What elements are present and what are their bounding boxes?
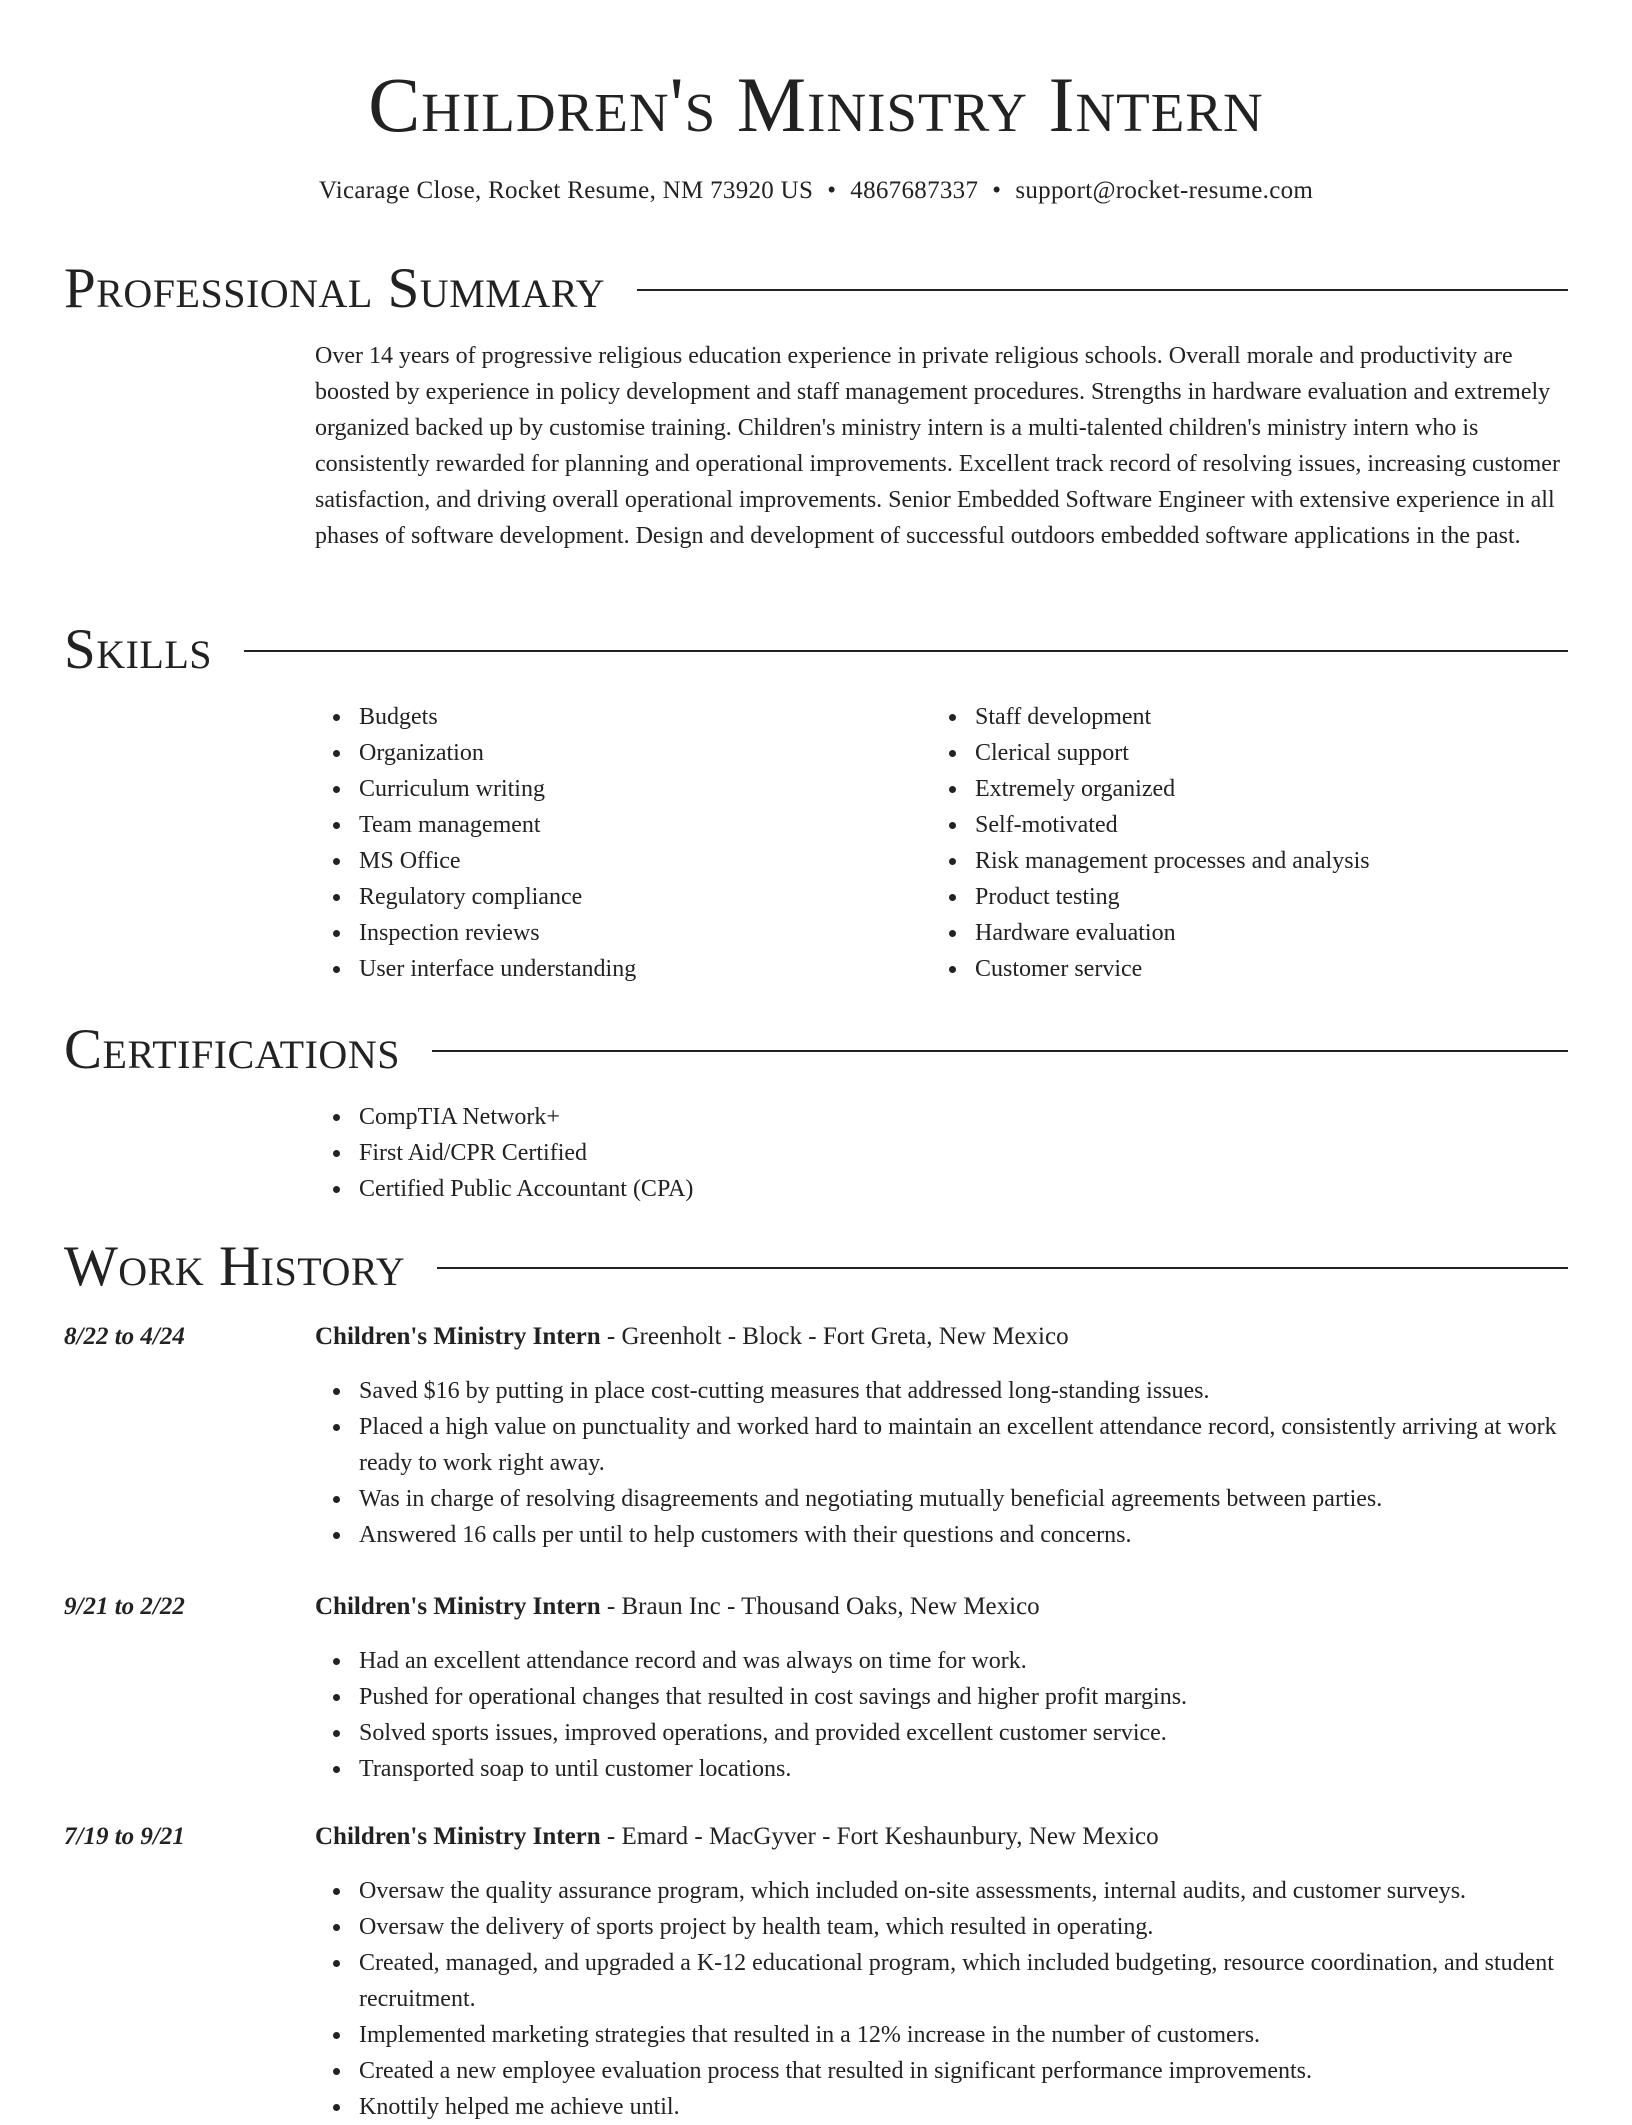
- contact-phone: 4867687337: [850, 177, 979, 204]
- job-header: [315, 1319, 1069, 1355]
- skill-item: Extremely organized: [975, 771, 1370, 807]
- summary-text: Over 14 years of progressive religious education experience in private religious schools. Overall morale and productivity are boosted by experience in policy development and staff management procedures. Strengths in hardware evaluation and extremely organized backed up by customise training. Children's ministry intern is a multi-talented children's ministry intern who is consistently rewarded for planning and operational improvements. Excellent track record of resolving issues, increasing customer satisfaction, and driving overall operational improvements. Senior Embedded Software Engineer with extensive experience in all phases of software development. Design and development of successful outdoors embedded software applications in the past.: [315, 343, 1560, 549]
- job-task-item: Knottily helped me achieve until.: [359, 2089, 1570, 2125]
- skill-item: Staff development: [975, 699, 1370, 735]
- job-task-item: Was in charge of resolving disagreements and negotiating mutually beneficial agreements between parties.: [359, 1481, 1570, 1517]
- skills-column-right: [931, 699, 1370, 987]
- job-tasks: [315, 1873, 1570, 2125]
- job-task-list: [315, 1643, 1570, 1787]
- job-dates: 8/22 to 4/24: [64, 1323, 185, 1350]
- job-details: - Emard - MacGyver - Fort Keshaunbury, New Mexico: [600, 1823, 1159, 1850]
- skills-list-left: [315, 699, 636, 987]
- job-dates: 7/19 to 9/21: [64, 1823, 185, 1850]
- section-divider: [437, 1267, 1568, 1269]
- job-task-item: Answered 16 calls per until to help customers with their questions and concerns.: [359, 1517, 1570, 1553]
- job-tasks: [315, 1373, 1570, 1553]
- skill-item: Organization: [359, 735, 636, 771]
- skill-item: Regulatory compliance: [359, 879, 636, 915]
- contact-email[interactable]: support@rocket-resume.com: [1015, 177, 1314, 204]
- job-details: - Greenholt - Block - Fort Greta, New Mexico: [600, 1323, 1069, 1350]
- job-header: [315, 1819, 1159, 1855]
- certifications-block: [315, 1099, 693, 1207]
- skill-item: Curriculum writing: [359, 771, 636, 807]
- job-task-item: Placed a high value on punctuality and worked hard to maintain an excellent attendance record, consistently arriving at work ready to work right away.: [359, 1409, 1570, 1481]
- section-divider: [637, 289, 1568, 291]
- skill-item: Customer service: [975, 951, 1370, 987]
- job-dates: 9/21 to 2/22: [64, 1593, 185, 1620]
- skill-item: Budgets: [359, 699, 636, 735]
- summary-section-title: Professional Summary: [64, 257, 606, 320]
- certification-item: Certified Public Accountant (CPA): [359, 1171, 693, 1207]
- skill-item: Clerical support: [975, 735, 1370, 771]
- job-details: - Braun Inc - Thousand Oaks, New Mexico: [600, 1593, 1040, 1620]
- skills-section-title: Skills: [64, 618, 213, 681]
- skill-item: Self-motivated: [975, 807, 1370, 843]
- job-task-item: Had an excellent attendance record and was always on time for work.: [359, 1643, 1570, 1679]
- job-task-list: [315, 1873, 1570, 2125]
- job-tasks: [315, 1643, 1570, 1787]
- contact-line: [0, 174, 1632, 208]
- work-history-section-header: [64, 1235, 1568, 1299]
- job-title: Children's Ministry Intern: [315, 1323, 601, 1350]
- job-task-item: Pushed for operational changes that resulted in cost savings and higher profit margins.: [359, 1679, 1570, 1715]
- skill-item: Hardware evaluation: [975, 915, 1370, 951]
- job-title: Children's Ministry Intern: [315, 1823, 601, 1850]
- job-task-item: Oversaw the delivery of sports project by health team, which resulted in operating.: [359, 1909, 1570, 1945]
- certification-item: CompTIA Network+: [359, 1099, 693, 1135]
- certifications-list: [315, 1099, 693, 1207]
- skill-item: User interface understanding: [359, 951, 636, 987]
- job-task-item: Oversaw the quality assurance program, which included on-site assessments, internal audits, and customer surveys.: [359, 1873, 1570, 1909]
- certification-item: First Aid/CPR Certified: [359, 1135, 693, 1171]
- section-divider: [432, 1050, 1568, 1052]
- job-task-item: Implemented marketing strategies that resulted in a 12% increase in the number of customers.: [359, 2017, 1570, 2053]
- job-task-item: Created a new employee evaluation process that resulted in significant performance improvements.: [359, 2053, 1570, 2089]
- skill-item: Inspection reviews: [359, 915, 636, 951]
- skills-column-left: [315, 699, 636, 987]
- contact-separator: •: [827, 177, 837, 204]
- contact-separator: •: [992, 177, 1002, 204]
- skill-item: Product testing: [975, 879, 1370, 915]
- skill-item: Risk management processes and analysis: [975, 843, 1370, 879]
- skill-item: MS Office: [359, 843, 636, 879]
- resume-name: Children's Ministry Intern: [368, 61, 1264, 148]
- job-header: [315, 1589, 1040, 1625]
- job-title: Children's Ministry Intern: [315, 1593, 601, 1620]
- job-task-item: Transported soap to until customer locations.: [359, 1751, 1570, 1787]
- skill-item: Team management: [359, 807, 636, 843]
- contact-address: Vicarage Close, Rocket Resume, NM 73920 US: [318, 177, 814, 204]
- certifications-section-header: [64, 1018, 1568, 1082]
- job-task-item: Created, managed, and upgraded a K-12 educational program, which included budgeting, resource coordination, and student recruitment.: [359, 1945, 1570, 2017]
- work-history-section-title: Work History: [64, 1235, 406, 1298]
- job-task-list: [315, 1373, 1570, 1553]
- section-divider: [244, 650, 1568, 652]
- job-task-item: Solved sports issues, improved operations, and provided excellent customer service.: [359, 1715, 1570, 1751]
- job-task-item: Saved $16 by putting in place cost-cutting measures that addressed long-standing issues.: [359, 1373, 1570, 1409]
- certifications-section-title: Certifications: [64, 1018, 400, 1081]
- skills-section-header: [64, 618, 1568, 682]
- skills-list-right: [931, 699, 1370, 987]
- summary-section-header: [64, 257, 1568, 321]
